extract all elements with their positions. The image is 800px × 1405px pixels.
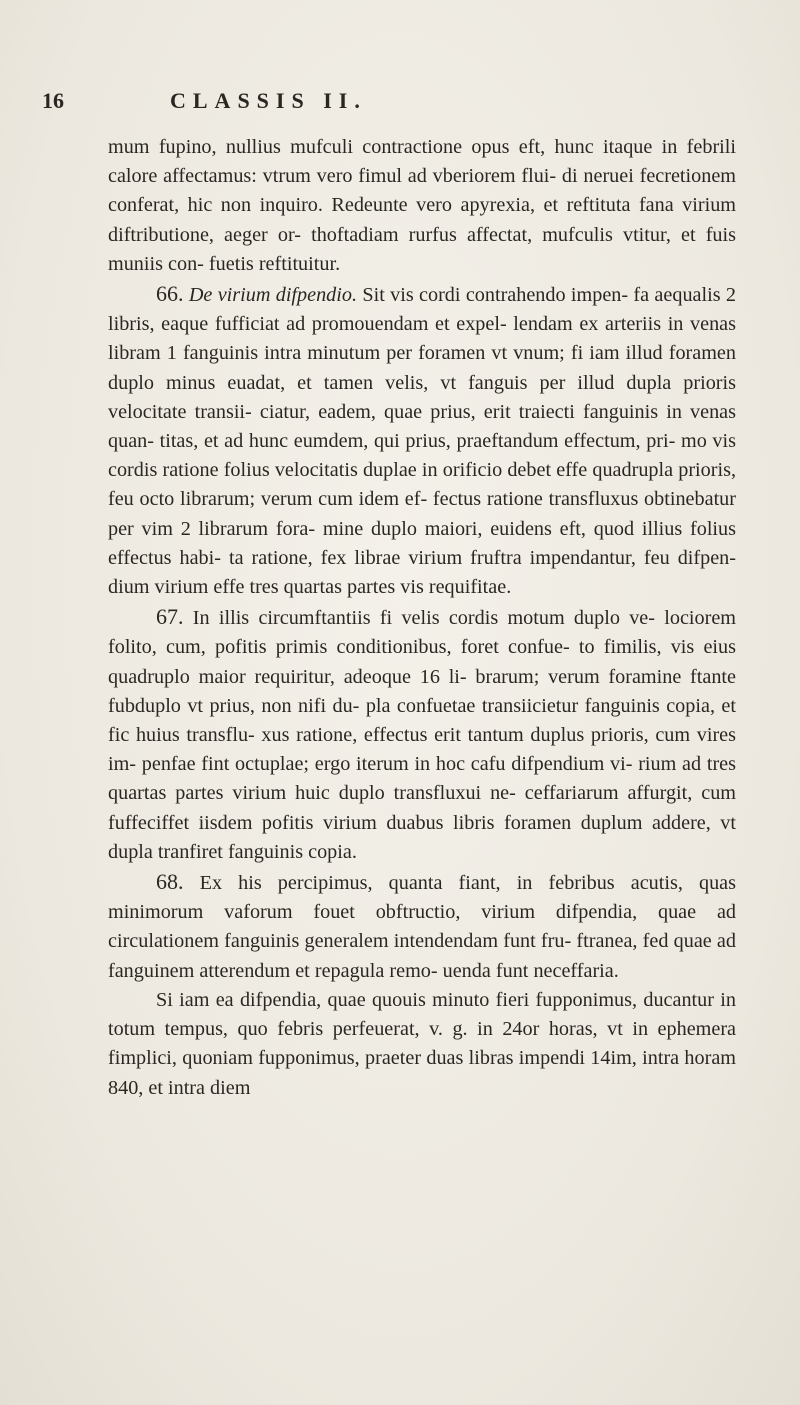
paragraph-68 <box>108 867 736 986</box>
section-number-68: 68. <box>156 869 184 895</box>
paragraph-final: Si iam ea difpendia, quae quouis minuto fieri fupponimus, ducantur in totum tempus, quo febris perfeuerat, v. g. in 24or horas, vt in ephemera fimplici, quoniam fupponimus, praeter duas libras impendi 14im, intra horam 840, et intra diem <box>108 988 736 1099</box>
running-head: CLASSIS II. <box>170 88 367 113</box>
page-header <box>42 88 742 118</box>
paragraph-continued: mum fupino, nullius mufculi contractione opus eft, hunc itaque in febrili calore affectamus: vtrum vero fimul ad vberiorem flui- di neruei fecretionem conferat, hic non inquiro. Redeunte vero apyrexia, et reftituta fana virium diftributione, aeger or- thoftadiam rurfus affectat, mufculis vtitur, et fuis muniis con- fuetis reftituitur. <box>108 136 736 275</box>
page-number: 16 <box>42 88 64 113</box>
section-title-66: De virium difpendio. <box>188 284 358 307</box>
section-text-67: In illis circumftantiis fi velis cordis motum duplo ve- lociorem folito, cum, pofitis primis conditionibus, foret confue- to fimilis, vis eius quadruplo maior requiritur, adeoque 16 li- brarum; verum foramine ftante fubduplo vt prius, non nifi du- pla confuetae transiicietur fanguinis copia, et fic huius transflu- xus ratione, effectus erit tantum duplus prioris, cum vires im- penfae fint octuplae; ergo iterum in hoc cafu difpendium vi- rium ad tres quartas partes virium huic duplo transfluxui ne- ceffariarum affurgit, cum fuffeciffet iisdem pofitis virium duabus libris foramen duplum addere, vt dupla tranfiret fanguinis copia. <box>108 607 736 863</box>
paragraph-67 <box>108 602 736 867</box>
section-text-66: Sit vis cordi contrahendo impen- fa aequalis 2 libris, eaque fufficiat ad promouendam et expel- lendam ex arteriis in venas libram 1 fanguinis intra minutum per foramen vt vnum; fi iam illud foramen duplo minus euadat, et tamen velis, vt fanguis per illud dupla prioris velocitate transii- ciatur, eadem, quae prius, erit traiecti fanguinis in venas quan- titas, et ad hunc eumdem, qui prius, praeftandum effectum, pri- mo vis cordis ratione folius velocitatis duplae in orificio debet effe quadrupla prioris, feu octo librarum; verum cum idem ef- fectus ratione transfluxus obtinebatur per vim 2 librarum fora- mine duplo maiori, euidens eft, quod illius folius effectus habi- ta ratione, fex librae virium fruftra impendantur, feu difpen- dium virium effe tres quartas partes vis requifitae. <box>108 284 736 599</box>
body-text <box>108 133 736 1103</box>
section-text-68: Ex his percipimus, quanta fiant, in febribus acutis, quas minimorum vaforum fouet obftructio, virium difpendia, quae ad circulationem fanguinis generalem intendendam funt fru- ftranea, fed quae ad fanguinem atterendum et repagula remo- uenda funt neceffaria. <box>108 872 737 982</box>
section-number-66: 66. <box>156 281 184 307</box>
section-number-67: 67. <box>156 604 184 630</box>
paragraph-66 <box>108 279 736 602</box>
